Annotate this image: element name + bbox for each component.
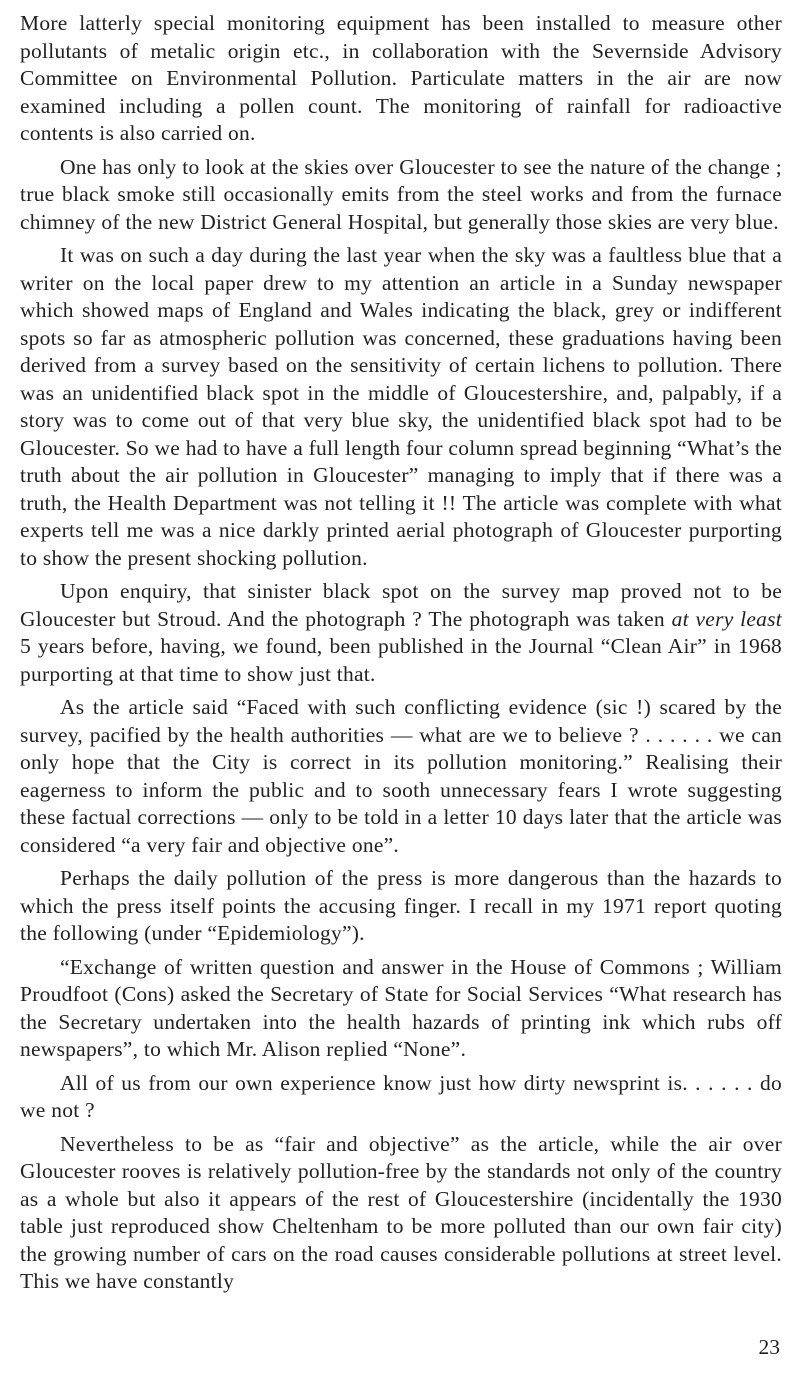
- paragraph-newspaper-article: It was on such a day during the last year when the sky was a faultless blue that a writer on the local paper drew to my attention an article in a Sunday newspaper which showed maps of England and Wales indicating the black, grey or indifferent spots so far as atmospheric pollution was concerned, these graduations having been derived from a survey based on the sensitivity of certain lichens to pollution. There was an unidentified black spot in the middle of Gloucestershire, and, palpably, if a story was to come out of that very blue sky, the unidentified black spot had to be Gloucester. So we had to have a full length four column spread beginning “What’s the truth about the air pollution in Gloucester” managing to imply that if there was a truth, the Health Department was not telling it !! The article was complete with what experts tell me was a nice darkly printed aerial photograph of Gloucester purporting to show the present shocking pollution.: [20, 243, 782, 570]
- enquiry-text-before: Upon enquiry, that sinister black spot on the survey map proved not to be Gloucester but Stroud. And the photograph ? The photograph was taken: [20, 579, 782, 631]
- paragraph-press-pollution: Perhaps the daily pollution of the press is more dangerous than the hazards to which the press itself points the accusing finger. I recall in my 1971 report quoting the following (under “Epidemiology”).: [20, 866, 782, 945]
- paragraph-monitoring-equipment: More latterly special monitoring equipment has been installed to measure other pollutants of metalic origin etc., in collaboration with the Severnside Advisory Committee on Environmental Pollution. Particulate matters in the air are now examined including a pollen count. The monitoring of rainfall for radioactive contents is also carried on.: [20, 11, 782, 145]
- paragraph-dirty-newsprint: All of us from our own experience know just how dirty newsprint is. . . . . . do we not ?: [20, 1070, 782, 1122]
- paragraph-skies-over-gloucester: One has only to look at the skies over Gloucester to see the nature of the change ; true black smoke still occasionally emits from the steel works and from the furnace chimney of the new District General Hospital, but generally those skies are very blue.: [20, 154, 782, 234]
- paragraph-conflicting-evidence: As the article said “Faced with such conflicting evidence (sic !) scared by the survey, pacified by the health authorities — what are we to believe ? . . . . . . we can only hope that the City is correct in its pollution monitoring.” Realising their eagerness to inform the public and to sooth unnecessary fears I wrote suggesting these factual corrections — only to be told in a letter 10 days later that the article was considered “a very fair and objective one”.: [20, 695, 782, 857]
- page-number: 23: [758, 1335, 780, 1359]
- page-body: [20, 10, 782, 1302]
- paragraph-nevertheless: Nevertheless to be as “fair and objective” as the article, while the air over Gloucester rooves is relatively pollution-free by the standards not only of the country as a whole but also it appears of the rest of Gloucestershire (incidentally the 1930 table just reproduced show Cheltenham to be more polluted than our own fair city) the growing number of cars on the road causes considerable pollutions at street level. This we have constantly: [20, 1131, 782, 1293]
- paragraph-enquiry-stroud: [20, 578, 782, 688]
- enquiry-text-after: 5 years before, having, we found, been published in the Journal “Clean Air” in 1968 purporting at that time to show just that.: [20, 634, 782, 686]
- paragraph-house-of-commons: “Exchange of written question and answer in the House of Commons ; William Proudfoot (Cons) asked the Secretary of State for Social Services “What research has the Secretary undertaken into the health hazards of printing ink which rubs off newspapers”, to which Mr. Alison replied “None”.: [20, 954, 782, 1061]
- enquiry-emphasis: at very least: [671, 606, 783, 631]
